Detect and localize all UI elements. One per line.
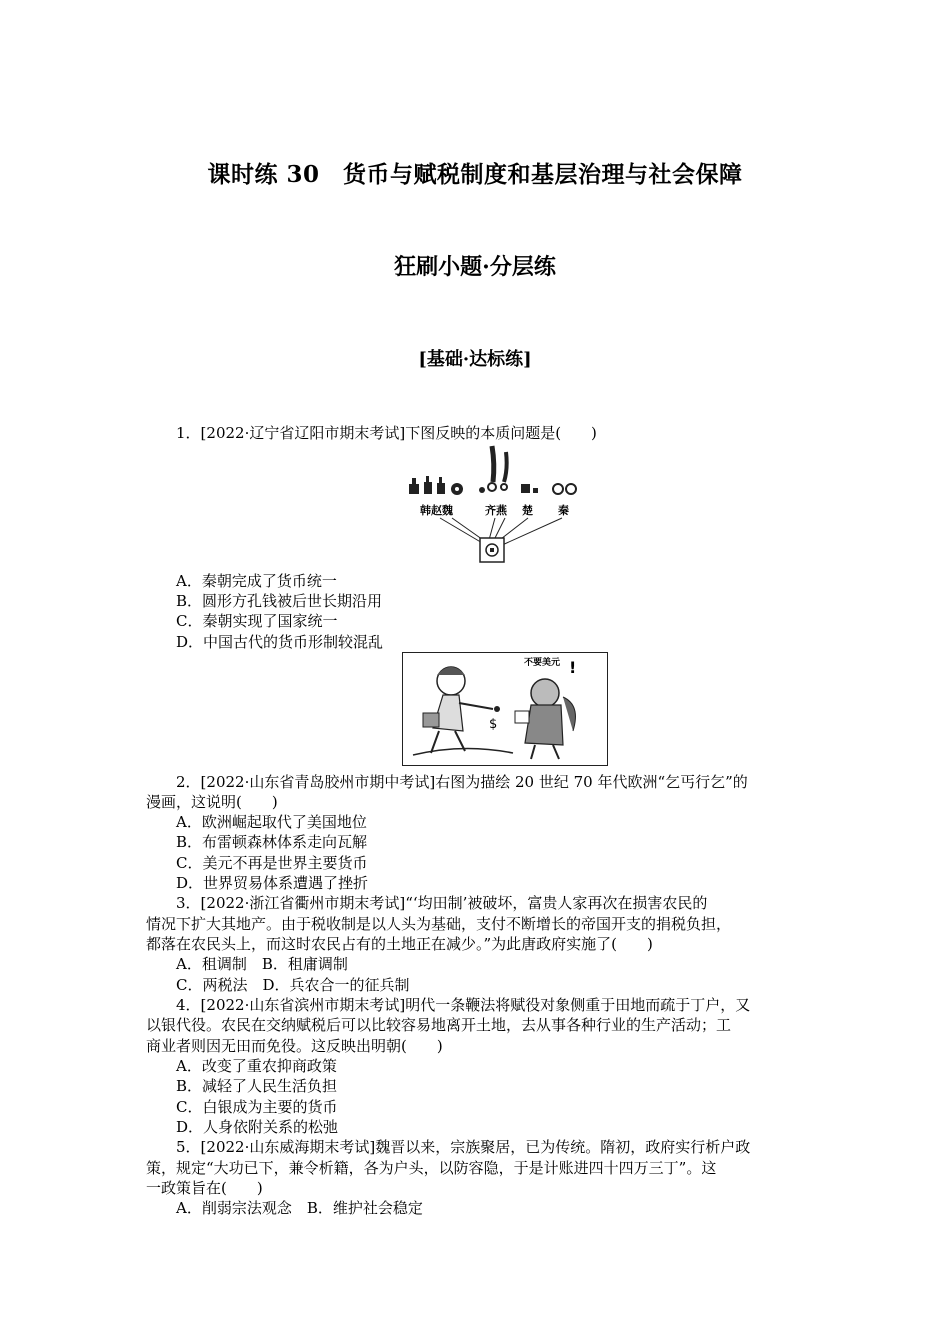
coins-figure [400, 444, 582, 566]
cartoon-exclamation: ! [569, 658, 577, 677]
section-heading: [基础·达标练] [418, 349, 532, 370]
question-2-option-d: D．世界贸易体系遭遇了挫折 [176, 874, 369, 892]
question-3-stem-line-3: 都落在农民头上，而这时农民占有的土地正在减少。”为此唐政府实施了( ) [146, 935, 653, 953]
question-2-option-a: A．欧洲崛起取代了美国地位 [176, 813, 367, 831]
page-subtitle: 狂刷小题·分层练 [394, 254, 556, 280]
ancient-coins-illustration [400, 444, 582, 566]
question-2-stem-line-2: 漫画，这说明( ) [146, 793, 278, 811]
cartoon-caption: 不要美元 [524, 658, 561, 668]
question-5-stem-line-2: 策，规定“大功已下，兼令析籍，各为户头，以防容隐，于是计账进四十四万三丁”。这 [146, 1159, 717, 1177]
label-qiyan: 齐燕 [485, 504, 507, 517]
question-4-stem-line-3: 商业者则因无田而免役。这反映出明朝( ) [146, 1037, 443, 1055]
question-1-option-b: B．圆形方孔钱被后世长期沿用 [176, 592, 383, 610]
question-5-stem-line-1: 5．[2022·山东威海期末考试]魏晋以来，宗族聚居，已为传统。隋初，政府实行析户政 [176, 1138, 751, 1156]
question-1-option-a: A．秦朝完成了货币统一 [176, 572, 337, 590]
question-5-stem-line-3: 一政策旨在( ) [146, 1179, 263, 1197]
question-3-stem-line-1: 3．[2022·浙江省衢州市期末考试]“‘均田制’被破坏，富贵人家再次在损害农民的 [176, 894, 708, 912]
question-2-option-b: B．布雷顿森林体系走向瓦解 [176, 833, 368, 851]
label-hanzhaowei: 韩赵魏 [420, 504, 453, 517]
question-5-options-ab: A．削弱宗法观念 B．维护社会稳定 [176, 1199, 423, 1217]
question-4-option-b: B．减轻了人民生活负担 [176, 1077, 338, 1095]
question-1-option-c: C．秦朝实现了国家统一 [176, 612, 338, 630]
beggar-cartoon-illustration [403, 653, 606, 764]
question-1-option-d: D．中国古代的货币形制较混乱 [176, 633, 384, 651]
question-3-options-cd: C．两税法 D．兵农合一的征兵制 [176, 976, 410, 994]
label-qin: 秦 [558, 504, 569, 517]
label-chu: 楚 [522, 504, 533, 517]
cartoon-figure [402, 652, 608, 766]
question-4-option-c: C．白银成为主要的货币 [176, 1098, 338, 1116]
svg-text:$: $ [489, 717, 498, 732]
question-4-option-d: D．人身依附关系的松弛 [176, 1118, 339, 1136]
question-4-option-a: A．改变了重农抑商政策 [176, 1057, 337, 1075]
question-4-stem-line-2: 以银代役。农民在交纳赋税后可以比较容易地离开土地，去从事各种行业的生产活动；工 [146, 1016, 732, 1034]
question-1-stem: 1．[2022·辽宁省辽阳市期末考试]下图反映的本质问题是( ) [176, 424, 597, 442]
question-4-stem-line-1: 4．[2022·山东省滨州市期末考试]明代一条鞭法将赋役对象侧重于田地而疏于丁户，又 [176, 996, 751, 1014]
page-title: 课时练 30 货币与赋税制度和基层治理与社会保障 [207, 161, 743, 188]
question-3-stem-line-2: 情况下扩大其地产。由于税收制是以人头为基础，支付不断增长的帝国开支的捐税负担， [146, 915, 732, 933]
question-2-option-c: C．美元不再是世界主要货币 [176, 854, 368, 872]
question-2-stem-line-1: 2．[2022·山东省青岛胶州市期中考试]右图为描绘 20 世纪 70 年代欧洲“乞丐行乞”的 [176, 773, 748, 791]
question-3-options-ab: A．租调制 B．租庸调制 [176, 955, 348, 973]
